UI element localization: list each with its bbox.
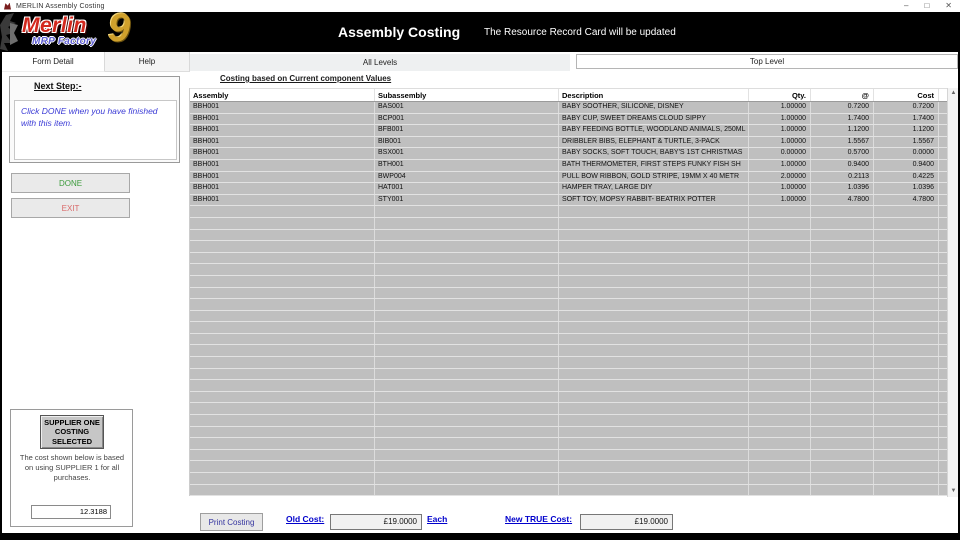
table-cell: [874, 403, 939, 414]
table-cell: [811, 264, 874, 275]
table-cell: 1.5567: [811, 137, 874, 148]
table-cell: BFB001: [375, 125, 559, 136]
table-cell: [375, 450, 559, 461]
table-cell: [190, 473, 375, 484]
table-cell: [190, 345, 375, 356]
done-button-label: DONE: [58, 178, 83, 188]
table-cell: [811, 473, 874, 484]
table-cell: [811, 450, 874, 461]
table-row-empty: [190, 345, 947, 357]
table-cell: 0.9400: [811, 160, 874, 171]
table-cell: [811, 369, 874, 380]
table-cell: BBH001: [190, 148, 375, 159]
table-cell: [874, 230, 939, 241]
table-cell: [559, 253, 749, 264]
table-cell: [559, 461, 749, 472]
table-cell: [874, 288, 939, 299]
col-header-subassembly: Subassembly: [375, 89, 559, 101]
tab-form-detail[interactable]: [2, 52, 105, 72]
table-cell: 1.00000: [749, 160, 811, 171]
table-cell: [749, 473, 811, 484]
table-cell: [811, 288, 874, 299]
table-cell: [559, 276, 749, 287]
table-cell: [375, 218, 559, 229]
window-title: MERLIN Assembly Costing: [16, 2, 105, 10]
table-cell: [874, 450, 939, 461]
table-row-empty: [190, 438, 947, 450]
table-cell: [874, 218, 939, 229]
supplier-badge-line: COSTING: [54, 427, 90, 437]
table-cell: BWP004: [375, 172, 559, 183]
table-cell: [874, 415, 939, 426]
table-cell: [811, 438, 874, 449]
table-cell: BATH THERMOMETER, FIRST STEPS FUNKY FISH SH: [559, 160, 749, 171]
version-number: 9: [108, 6, 131, 50]
supplier-note: The cost shown below is based on using SUPPLIER 1 for all purchases.: [19, 453, 125, 483]
table-cell: [559, 427, 749, 438]
table-cell: [749, 438, 811, 449]
table-cell: [749, 299, 811, 310]
supplier-panel: [10, 409, 133, 527]
table-cell: 1.7400: [811, 114, 874, 125]
table-cell: 1.0396: [874, 183, 939, 194]
table-cell: [375, 276, 559, 287]
col-header-at: @: [811, 89, 874, 101]
table-cell: BSX001: [375, 148, 559, 159]
table-cell: 1.00000: [749, 183, 811, 194]
table-cell: [811, 206, 874, 217]
table-cell: [749, 311, 811, 322]
table-cell: [874, 380, 939, 391]
maximize-icon[interactable]: □: [924, 1, 930, 10]
table-cell: [375, 264, 559, 275]
col-header-assembly: Assembly: [190, 89, 375, 101]
table-cell: [559, 357, 749, 368]
next-step-box: [14, 100, 177, 160]
table-cell: HAT001: [375, 183, 559, 194]
table-cell: SOFT TOY, MOPSY RABBIT- BEATRIX POTTER: [559, 195, 749, 206]
table-cell: [375, 311, 559, 322]
app-icon: [4, 3, 11, 10]
table-cell: BABY FEEDING BOTTLE, WOODLAND ANIMALS, 250ML: [559, 125, 749, 136]
table-cell: [559, 485, 749, 496]
table-cell: [559, 473, 749, 484]
table-cell: [559, 288, 749, 299]
table-row-empty: [190, 450, 947, 462]
table-cell: 0.9400: [874, 160, 939, 171]
next-step-panel: [9, 76, 180, 163]
table-cell: [749, 218, 811, 229]
table-cell: BBH001: [190, 160, 375, 171]
table-cell: BTH001: [375, 160, 559, 171]
table-cell: [190, 311, 375, 322]
table-cell: [811, 276, 874, 287]
table-cell: [375, 230, 559, 241]
table-row-empty: [190, 334, 947, 346]
table-cell: [190, 403, 375, 414]
table-cell: [190, 369, 375, 380]
vertical-scrollbar[interactable]: [947, 88, 958, 497]
table-cell: [874, 461, 939, 472]
next-step-title: Next Step:-: [34, 81, 82, 91]
table-cell: BBH001: [190, 102, 375, 113]
table-cell: PULL BOW RIBBON, GOLD STRIPE, 19MM X 40 METR: [559, 172, 749, 183]
tab-help-label: Help: [138, 57, 156, 66]
table-cell: [749, 230, 811, 241]
table-cell: [190, 415, 375, 426]
table-cell: [375, 438, 559, 449]
table-cell: [375, 288, 559, 299]
table-row[interactable]: [190, 102, 947, 114]
table-row-empty: [190, 276, 947, 288]
table-cell: 2.00000: [749, 172, 811, 183]
costing-table: [189, 88, 947, 496]
table-cell: BBH001: [190, 125, 375, 136]
table-cell: [811, 334, 874, 345]
table-cell: [559, 438, 749, 449]
table-row-empty: [190, 403, 947, 415]
table-cell: [874, 438, 939, 449]
table-cell: DRIBBLER BIBS, ELEPHANT & TURTLE, 3-PACK: [559, 137, 749, 148]
table-row-empty: [190, 253, 947, 265]
table-cell: [375, 415, 559, 426]
table-row[interactable]: [190, 137, 947, 149]
table-cell: [874, 485, 939, 496]
table-cell: 1.00000: [749, 102, 811, 113]
table-cell: [749, 253, 811, 264]
table-cell: [559, 450, 749, 461]
table-cell: [190, 218, 375, 229]
table-cell: [749, 334, 811, 345]
table-row-empty: [190, 380, 947, 392]
table-row-empty: [190, 264, 947, 276]
table-cell: [190, 288, 375, 299]
table-cell: [811, 461, 874, 472]
table-row-empty: [190, 485, 947, 497]
all-levels-label: All Levels: [362, 58, 398, 67]
table-cell: [874, 357, 939, 368]
scroll-up-icon[interactable]: ▲: [950, 90, 957, 96]
table-row[interactable]: [190, 195, 947, 207]
table-cell: [190, 322, 375, 333]
table-cell: [559, 334, 749, 345]
minimize-icon[interactable]: –: [904, 1, 909, 10]
table-cell: 0.7200: [811, 102, 874, 113]
next-step-text: Click DONE when you have finished with this item.: [21, 106, 158, 129]
table-cell: [375, 206, 559, 217]
table-cell: [874, 322, 939, 333]
table-cell: [874, 427, 939, 438]
table-row[interactable]: [190, 172, 947, 184]
table-cell: [874, 241, 939, 252]
tab-help[interactable]: [105, 52, 190, 72]
table-cell: BBH001: [190, 195, 375, 206]
table-header: [190, 88, 947, 102]
table-cell: [811, 218, 874, 229]
table-cell: 1.1200: [811, 125, 874, 136]
table-cell: [874, 334, 939, 345]
old-cost-label: Old Cost:: [286, 514, 325, 524]
table-cell: [811, 403, 874, 414]
table-cell: [375, 392, 559, 403]
table-cell: [874, 392, 939, 403]
table-cell: [749, 392, 811, 403]
table-row-empty: [190, 241, 947, 253]
table-cell: [749, 380, 811, 391]
supplier-badge-line: SUPPLIER ONE: [44, 418, 100, 427]
table-cell: BBH001: [190, 183, 375, 194]
table-row[interactable]: [190, 125, 947, 137]
table-cell: 4.7800: [811, 195, 874, 206]
done-button[interactable]: [11, 173, 130, 193]
table-cell: [375, 369, 559, 380]
table-cell: 1.00000: [749, 114, 811, 125]
table-cell: [559, 345, 749, 356]
table-cell: [190, 450, 375, 461]
table-cell: BCP001: [375, 114, 559, 125]
table-cell: [811, 427, 874, 438]
table-row-empty: [190, 357, 947, 369]
table-cell: [559, 264, 749, 275]
table-cell: [190, 392, 375, 403]
each-label: Each: [427, 514, 448, 524]
table-cell: [749, 427, 811, 438]
window-controls: [904, 0, 952, 12]
table-cell: 1.7400: [874, 114, 939, 125]
table-cell: [811, 299, 874, 310]
table-cell: [375, 473, 559, 484]
table-row[interactable]: [190, 114, 947, 126]
table-cell: [811, 415, 874, 426]
table-cell: [559, 218, 749, 229]
table-cell: BBH001: [190, 172, 375, 183]
table-cell: [190, 461, 375, 472]
table-cell: [190, 241, 375, 252]
supplier-badge: [40, 415, 104, 449]
table-cell: 1.0396: [811, 183, 874, 194]
table-cell: [811, 311, 874, 322]
table-row-empty: [190, 369, 947, 381]
table-cell: [559, 380, 749, 391]
close-icon[interactable]: ✕: [945, 1, 952, 10]
top-level-button[interactable]: [576, 54, 958, 69]
new-true-cost-label: New TRUE Cost:: [505, 514, 573, 524]
table-cell: [375, 345, 559, 356]
table-cell: [375, 380, 559, 391]
table-row-empty: [190, 392, 947, 404]
table-cell: [190, 206, 375, 217]
table-cell: [749, 357, 811, 368]
table-cell: [874, 206, 939, 217]
table-cell: [749, 206, 811, 217]
all-levels-bar[interactable]: [190, 54, 570, 71]
top-level-label: Top Level: [749, 57, 785, 66]
table-cell: [874, 276, 939, 287]
table-cell: [749, 322, 811, 333]
table-cell: [749, 369, 811, 380]
table-cell: BABY SOOTHER, SILICONE, DISNEY: [559, 102, 749, 113]
table-cell: [375, 461, 559, 472]
table-cell: 0.2113: [811, 172, 874, 183]
table-row-empty: [190, 230, 947, 242]
tab-form-detail-label: Form Detail: [32, 57, 74, 66]
table-cell: [190, 438, 375, 449]
col-header-qty: Qty.: [749, 89, 811, 101]
table-cell: STY001: [375, 195, 559, 206]
table-cell: 0.7200: [874, 102, 939, 113]
table-cell: [811, 230, 874, 241]
table-cell: [190, 357, 375, 368]
table-cell: [749, 345, 811, 356]
table-row-empty: [190, 299, 947, 311]
table-cell: [190, 299, 375, 310]
table-cell: [749, 415, 811, 426]
table-row-empty: [190, 218, 947, 230]
table-cell: [190, 230, 375, 241]
table-cell: [375, 427, 559, 438]
table-cell: [375, 241, 559, 252]
table-cell: 1.5567: [874, 137, 939, 148]
table-cell: [375, 357, 559, 368]
table-cell: 1.1200: [874, 125, 939, 136]
brand-subtext: MRP Factory: [32, 36, 97, 47]
table-cell: [190, 253, 375, 264]
table-cell: [749, 276, 811, 287]
brand-text: Merlin: [22, 14, 87, 37]
table-cell: [811, 322, 874, 333]
table-cell: [811, 392, 874, 403]
table-cell: [190, 380, 375, 391]
old-cost-field[interactable]: £19.0000: [330, 514, 422, 530]
table-cell: [559, 369, 749, 380]
table-cell: [811, 380, 874, 391]
table-cell: [190, 485, 375, 496]
exit-button[interactable]: [11, 198, 130, 218]
table-cell: [375, 322, 559, 333]
table-cell: [375, 334, 559, 345]
table-cell: [749, 264, 811, 275]
table-cell: [559, 206, 749, 217]
table-row-empty: [190, 473, 947, 485]
table-cell: BABY SOCKS, SOFT TOUCH, BABY'S 1ST CHRISTMAS: [559, 148, 749, 159]
table-cell: [874, 345, 939, 356]
table-cell: BABY CUP, SWEET DREAMS CLOUD SIPPY: [559, 114, 749, 125]
table-cell: HAMPER TRAY, LARGE DIY: [559, 183, 749, 194]
table-row-empty: [190, 415, 947, 427]
table-cell: [559, 415, 749, 426]
table-cell: [749, 450, 811, 461]
table-cell: [375, 299, 559, 310]
table-cell: [375, 485, 559, 496]
table-cell: 0.00000: [749, 148, 811, 159]
table-row-empty: [190, 311, 947, 323]
table-cell: [559, 403, 749, 414]
table-cell: 1.00000: [749, 195, 811, 206]
table-cell: [874, 311, 939, 322]
table-cell: 0.0000: [874, 148, 939, 159]
table-cell: [375, 403, 559, 414]
scroll-down-icon[interactable]: ▼: [950, 488, 957, 494]
table-cell: [749, 241, 811, 252]
table-cell: [190, 334, 375, 345]
costing-basis-link[interactable]: Costing based on Current component Values: [220, 74, 392, 83]
exit-button-label: EXIT: [61, 203, 80, 213]
table-cell: [190, 427, 375, 438]
table-cell: [559, 311, 749, 322]
table-row-empty: [190, 206, 947, 218]
table-cell: [749, 403, 811, 414]
table-cell: [190, 264, 375, 275]
table-cell: [190, 276, 375, 287]
table-cell: 4.7800: [874, 195, 939, 206]
table-cell: [811, 485, 874, 496]
table-cell: [811, 345, 874, 356]
table-cell: BIB001: [375, 137, 559, 148]
table-cell: 1.00000: [749, 137, 811, 148]
table-body: [190, 102, 947, 496]
table-cell: [811, 253, 874, 264]
table-cell: [559, 230, 749, 241]
table-cell: [874, 264, 939, 275]
table-cell: [559, 322, 749, 333]
col-header-cost: Cost: [874, 89, 939, 101]
supplier-cost-field[interactable]: 12.3188: [31, 505, 111, 519]
table-cell: [811, 241, 874, 252]
col-header-description: Description: [559, 89, 749, 101]
table-cell: [559, 241, 749, 252]
table-row-empty: [190, 322, 947, 334]
table-row-empty: [190, 461, 947, 473]
page-title: Assembly Costing: [338, 24, 461, 40]
table-cell: [749, 288, 811, 299]
table-row[interactable]: [190, 148, 947, 160]
print-costing-label: Print Costing: [208, 517, 255, 527]
supplier-badge-line: SELECTED: [51, 436, 92, 446]
table-row-empty: [190, 288, 947, 300]
table-cell: [874, 253, 939, 264]
table-cell: [749, 485, 811, 496]
table-cell: [874, 369, 939, 380]
table-cell: [749, 461, 811, 472]
new-true-cost-field[interactable]: £19.0000: [580, 514, 673, 530]
table-cell: BBH001: [190, 137, 375, 148]
table-cell: [559, 299, 749, 310]
page-subtitle: The Resource Record Card will be updated: [484, 27, 676, 38]
table-cell: 1.00000: [749, 125, 811, 136]
table-row-empty: [190, 427, 947, 439]
table-row[interactable]: [190, 183, 947, 195]
table-cell: [874, 473, 939, 484]
table-cell: [811, 357, 874, 368]
table-cell: [375, 253, 559, 264]
table-cell: 0.4225: [874, 172, 939, 183]
table-row[interactable]: [190, 160, 947, 172]
print-costing-button[interactable]: [200, 513, 263, 531]
table-cell: [559, 392, 749, 403]
table-cell: BBH001: [190, 114, 375, 125]
table-cell: BAS001: [375, 102, 559, 113]
table-cell: 0.5700: [811, 148, 874, 159]
title-bar: [0, 0, 960, 12]
table-cell: [874, 299, 939, 310]
